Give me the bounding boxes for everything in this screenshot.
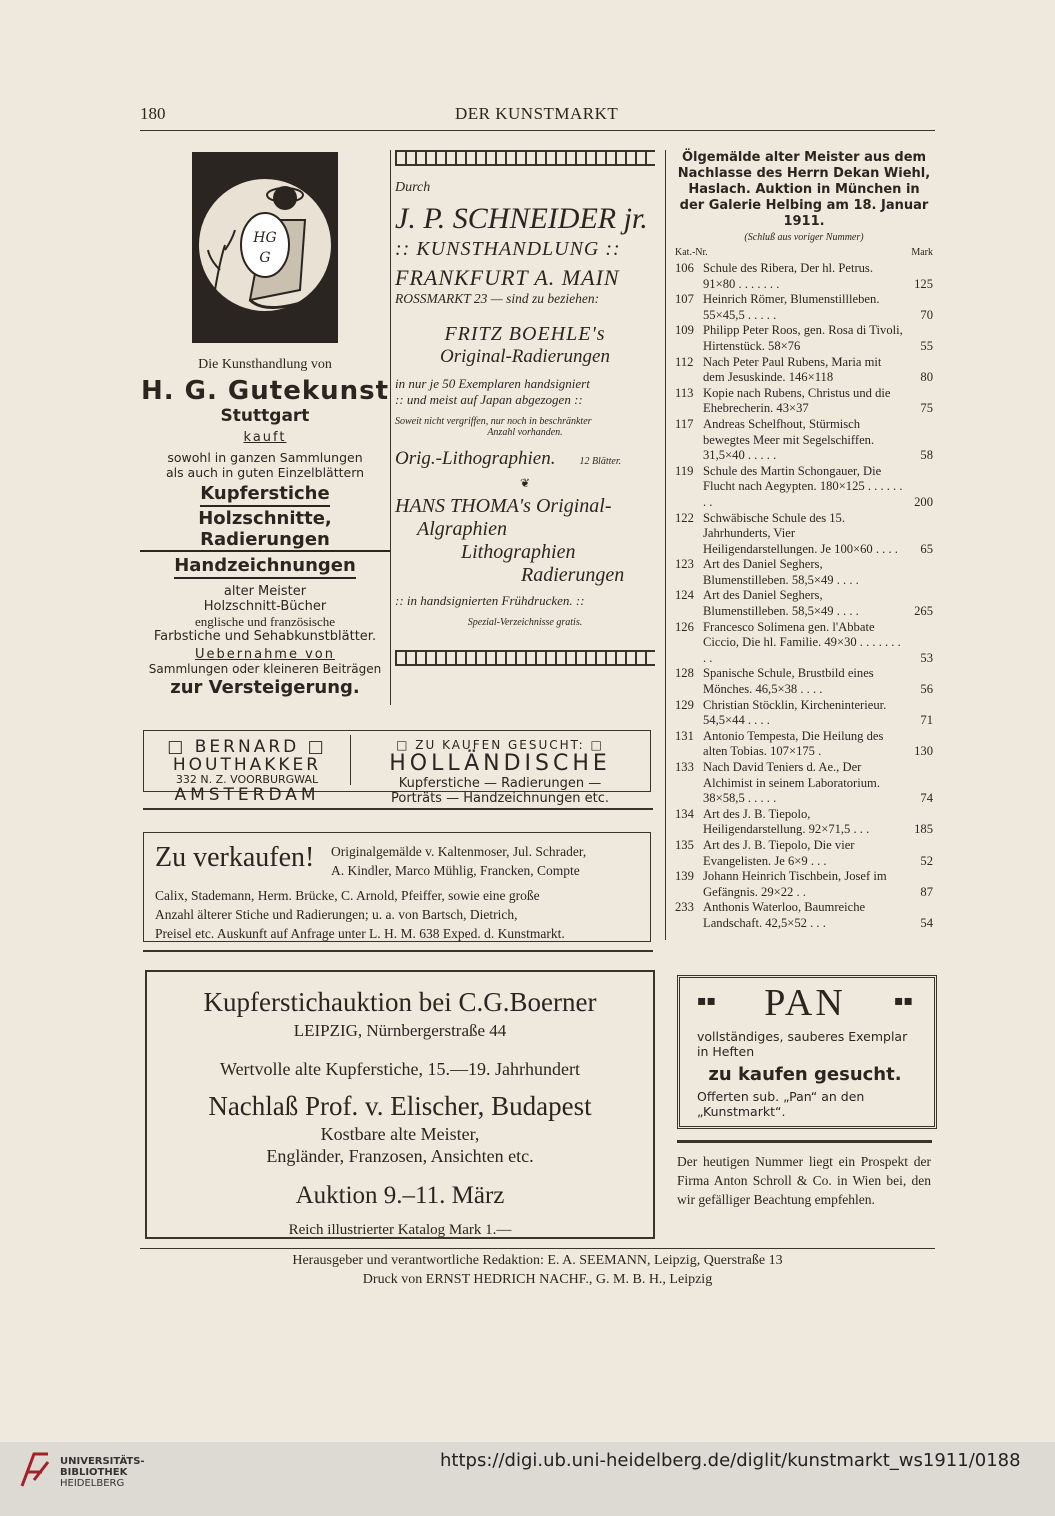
catalog-item-number: 233 xyxy=(675,900,694,915)
schneider-top-ornament xyxy=(395,150,655,166)
catalog-item-text: Andreas Schelfhout, Stürmisch bewegtes Meer mit Segelschiffen. 31,5×40 . . . . . xyxy=(703,416,875,463)
verkaufen-line3: Calix, Stademann, Herm. Brücke, C. Arnold, Pfeiffer, sowie eine große xyxy=(155,888,540,903)
schneider-ornament-icon: ❦ xyxy=(519,476,531,490)
schneider-address: ROSSMARKT 23 — sind zu beziehen: xyxy=(395,291,600,306)
catalog-item-price: 80 xyxy=(920,370,933,385)
catalog-item xyxy=(675,292,933,323)
catalog-item-price: 54 xyxy=(920,915,933,930)
boerner-line3: Engländer, Franzosen, Ansichten etc. xyxy=(266,1146,534,1166)
catalog-item xyxy=(675,900,933,931)
catalog-item xyxy=(675,760,933,807)
catalog-item-text: Philipp Peter Roos, gen. Rosa di Tivoli, Hirtenstück. 58×76 xyxy=(703,323,903,353)
gutekunst-item-holzschnitte: Holzschnitte, Radierungen xyxy=(140,509,390,552)
catalog-item xyxy=(675,464,933,511)
schneider-bottom-ornament xyxy=(395,650,655,666)
boerner-catalog: Reich illustrierter Katalog Mark 1.— xyxy=(288,1222,512,1238)
catalog-item-text: Art des Daniel Seghers, Blumenstilleben. 58,5×49 . . . . xyxy=(703,557,859,587)
header-rule xyxy=(140,130,935,131)
boerner-title: Kupferstichauktion bei C.G.Boerner xyxy=(203,987,597,1017)
running-head: DER KUNSTMARKT xyxy=(455,104,619,123)
gutekunst-item-kupferstiche: Kupferstiche xyxy=(200,484,329,507)
catalog-item-number: 107 xyxy=(675,292,694,307)
catalog-item xyxy=(675,261,933,292)
catalog-item-price: 56 xyxy=(920,682,933,697)
catalog-item-number: 117 xyxy=(675,416,694,431)
catalog-item-number: 123 xyxy=(675,557,694,572)
boerner-date: Auktion 9.–11. März xyxy=(295,1182,505,1209)
viewer-bar xyxy=(0,1442,1055,1516)
library-name-2: BIBLIOTHEK xyxy=(60,1467,128,1478)
schneider-lithographien: Lithographien xyxy=(461,541,576,563)
catalog-item-number: 133 xyxy=(675,760,694,774)
gutekunst-item-meister: alter Meister xyxy=(223,583,307,599)
catalog-item-price: 55 xyxy=(920,338,933,353)
catalog-item-text: Heinrich Römer, Blumenstillleben. 55×45,5 . . . . . xyxy=(703,292,880,322)
pan-ornament-right-icon: ▪▪ xyxy=(894,993,913,1009)
houthakker-address: 332 N. Z. VOORBURGWAL xyxy=(175,773,319,786)
catalog-item-price: 70 xyxy=(920,307,933,322)
catalog-item-text: Schwäbische Schule des 15. Jahrhunderts, Vier Heiligendarstellungen. Je 100×60 . . . . xyxy=(703,510,898,556)
schneider-catalogs: Spezial-Verzeichnisse gratis. xyxy=(467,617,583,628)
pan-wanted: zu kaufen gesucht. xyxy=(708,1064,902,1085)
schneider-artist2: HANS THOMA's Original- xyxy=(395,495,612,517)
schneider-note2b: Anzahl vorhanden. xyxy=(487,427,563,438)
catalog-item xyxy=(675,557,933,588)
gutekunst-takeover: Uebernahme von xyxy=(194,646,335,662)
houthakker-name2: HOUTHAKKER xyxy=(172,755,322,775)
gutekunst-item-handzeichnungen: Handzeichnungen xyxy=(174,556,356,579)
houthakker-city: AMSTERDAM xyxy=(174,785,320,805)
catalog-item-price: 265 xyxy=(914,604,933,619)
catalog-item-price: 87 xyxy=(920,884,933,899)
schneider-note1b: :: und meist auf Japan abgezogen :: xyxy=(395,392,583,407)
schneider-shop: :: KUNSTHANDLUNG :: xyxy=(395,238,621,260)
schneider-artist1-work: Original-Radierungen xyxy=(440,346,610,367)
catalog-item xyxy=(675,869,933,900)
catalog-item-number: 109 xyxy=(675,323,694,338)
catalog-item-price: 53 xyxy=(920,650,933,665)
houthakker-line2: Porträts — Handzeichnungen etc. xyxy=(391,791,609,806)
houthakker-divider xyxy=(350,735,351,785)
schneider-city: FRANKFURT A. MAIN xyxy=(395,265,620,290)
gutekunst-line1: sowohl in ganzen Sammlungen xyxy=(167,450,363,466)
footer-publisher: Herausgeber und verantwortliche Redaktion: E. A. SEEMANN, Leipzig, Querstraße 13 xyxy=(292,1253,783,1268)
catalog-item xyxy=(675,355,933,386)
catalog-item-price: 71 xyxy=(920,713,933,728)
boerner-line2: Kostbare alte Meister, xyxy=(320,1124,480,1144)
schneider-artist1: FRITZ BOEHLE's xyxy=(444,323,606,345)
verkaufen-head: Zu verkaufen! xyxy=(155,842,315,873)
catalog-item-text: Nach Peter Paul Rubens, Maria mit dem Jesuskinde. 146×118 xyxy=(703,354,882,385)
schneider-litho-sheets: 12 Blätter. xyxy=(579,456,622,467)
catalog-item xyxy=(675,323,933,354)
houthakker-left xyxy=(148,738,346,804)
catalog-item xyxy=(675,386,933,417)
catalog-item-number: 122 xyxy=(675,510,694,525)
schneider-ad xyxy=(395,150,655,666)
houthakker-wanted: □ ZU KAUFEN GESUCHT: □ xyxy=(396,738,604,752)
catalog-item xyxy=(675,511,933,558)
catalog-item-number: 134 xyxy=(675,806,694,821)
column-rule-left xyxy=(390,150,391,705)
catalog-item-text: Art des J. B. Tiepolo, Die vier Evangelisten. Je 6×9 . . . xyxy=(703,837,855,868)
catalog-item xyxy=(675,417,933,464)
catalog-item xyxy=(675,666,933,697)
catalog-item-price: 75 xyxy=(920,401,933,416)
gutekunst-ad xyxy=(140,150,390,699)
catalog-item-number: 135 xyxy=(675,837,694,852)
catalog-item-price: 74 xyxy=(920,791,933,806)
catalog-item-text: Anthonis Waterloo, Baumreiche Landschaft. 42,5×52 . . . xyxy=(703,900,866,930)
catalog-item-number: 128 xyxy=(675,666,694,681)
verkaufen-line5: Preisel etc. Auskunft auf Anfrage unter L. H. M. 638 Exped. d. Kunstmarkt. xyxy=(155,926,565,941)
notice-rule xyxy=(677,1140,932,1143)
pan-line2: Offerten sub. „Pan“ an den „Kunstmarkt“. xyxy=(697,1089,865,1119)
page-url-link[interactable]: https://digi.ub.uni-heidelberg.de/diglit/kunstmarkt_ws1911/0188 xyxy=(440,1450,1021,1471)
boerner-line1: Wertvolle alte Kupferstiche, 15.—19. Jahrhundert xyxy=(220,1059,580,1079)
gutekunst-name: H. G. Gutekunst xyxy=(140,376,390,407)
verkaufen-line1: Originalgemälde v. Kaltenmoser, Jul. Schrader, xyxy=(331,844,587,859)
catalog-item-text: Nach David Teniers d. Ae., Der Alchimist in seinem Laboratorium. 38×58,5 . . . . . xyxy=(703,760,880,806)
verkaufen-rule-top xyxy=(143,808,653,810)
verkaufen-rule-bottom xyxy=(143,950,653,952)
houthakker-dutch: HOLLÄNDISCHE xyxy=(389,751,611,776)
catalog-item xyxy=(675,588,933,619)
gutekunst-buys: kauft xyxy=(243,429,287,445)
catalog-item xyxy=(675,620,933,667)
catalog-item-text: Christian Stöcklin, Kircheninterieur. 54,5×44 . . . . xyxy=(703,697,887,728)
boerner-address: LEIPZIG, Nürnbergerstraße 44 xyxy=(293,1021,507,1040)
footer-printer: Druck von ERNST HEDRICH NACHF., G. M. B. H., Leipzig xyxy=(362,1272,713,1287)
schneider-note1a: in nur je 50 Exemplaren handsigniert xyxy=(395,376,590,391)
catalog-item-price: 130 xyxy=(914,744,933,759)
page-number: 180 xyxy=(140,104,166,123)
schneider-radierungen: Radierungen xyxy=(521,564,625,586)
catalog-item-text: Schule des Ribera, Der hl. Petrus. 91×80 . . . . . . . xyxy=(703,261,873,291)
catalog-item-number: 129 xyxy=(675,697,694,712)
pan-title: PAN xyxy=(764,982,846,1024)
svg-text:G: G xyxy=(259,250,271,266)
schneider-litho: Orig.-Lithographien. xyxy=(395,448,556,469)
catalog-item-number: 106 xyxy=(675,261,694,275)
catalog-item-price: 185 xyxy=(914,822,933,837)
catalog-item-number: 131 xyxy=(675,728,694,743)
pan-ornament-left-icon: ▪▪ xyxy=(697,993,716,1009)
catalog-item-text: Spanische Schule, Brustbild eines Mönches. 46,5×38 . . . . xyxy=(703,666,874,697)
gutekunst-collections: Sammlungen oder kleineren Beiträgen xyxy=(148,661,382,676)
catalog-item-number: 124 xyxy=(675,588,694,603)
catalog-list xyxy=(675,261,933,932)
houthakker-line1: Kupferstiche — Radierungen — xyxy=(398,776,602,791)
schneider-early-prints: :: in handsignierten Frühdrucken. :: xyxy=(395,593,585,608)
catalog-item-text: Francesco Solimena gen. l'Abbate Ciccio, Die hl. Familie. 49×30 . . . . . . . . . xyxy=(703,619,901,665)
schneider-note2a: Soweit nicht vergriffen, nur noch in beschränkter xyxy=(395,416,592,427)
catalog-item-number: 113 xyxy=(675,385,694,400)
catalog-title: Ölgemälde alter Meister aus dem Nachlasse des Herrn Dekan Wiehl, Haslach. Auktion in München in der Galerie Helbing am 18. Januar 1911. xyxy=(677,150,931,229)
boerner-estate: Nachlaß Prof. v. Elischer, Budapest xyxy=(208,1091,592,1121)
catalog-item-price: 125 xyxy=(914,276,933,291)
footer-rule xyxy=(140,1248,935,1249)
houthakker-right xyxy=(355,738,645,806)
catalog-item xyxy=(675,698,933,729)
svg-text:HG: HG xyxy=(253,230,277,246)
gutekunst-intro: Die Kunsthandlung von xyxy=(198,357,332,372)
catalog-item-text: Johann Heinrich Tischbein, Josef im Gefängnis. 29×22 . . xyxy=(703,869,887,899)
catalog-item-price: 65 xyxy=(920,541,933,556)
library-name-3: HEIDELBERG xyxy=(60,1478,125,1489)
catalog-subtitle: (Schluß aus voriger Nummer) xyxy=(744,232,864,243)
catalog-item-number: 112 xyxy=(675,354,694,369)
catalog-col-no: Kat.-Nr. xyxy=(675,247,708,258)
catalog-item-text: Art des Daniel Seghers, Blumenstilleben. 58,5×49 . . . . xyxy=(703,588,859,619)
catalog-item-price: 200 xyxy=(914,494,933,509)
catalog-item-text: Kopie nach Rubens, Christus und die Ehebrecherin. 43×37 xyxy=(703,385,891,416)
gutekunst-item-englische: englische und französische xyxy=(194,613,336,629)
pan-content xyxy=(697,982,913,1119)
catalog-item-price: 58 xyxy=(920,448,933,463)
gutekunst-line2: als auch in guten Einzelblättern xyxy=(165,464,365,480)
catalog-item-number: 126 xyxy=(675,619,694,634)
catalog-item-number: 139 xyxy=(675,869,694,884)
schneider-through: Durch xyxy=(395,180,431,195)
catalog-item-text: Art des J. B. Tiepolo, Heiligendarstellung. 92×71,5 . . . xyxy=(703,806,870,837)
houthakker-name1: □ BERNARD □ xyxy=(167,737,327,757)
catalog-item xyxy=(675,838,933,869)
verkaufen-line4: Anzahl älterer Stiche und Radierungen; u. a. von Bartsch, Dietrich, xyxy=(155,907,518,922)
catalog-item-text: Schule des Martin Schongauer, Die Flucht nach Aegypten. 180×125 . . . . . . . . xyxy=(703,463,903,509)
schneider-algraphien: Algraphien xyxy=(417,518,507,540)
catalog-col-price: Mark xyxy=(911,247,933,258)
catalog-item-number: 119 xyxy=(675,463,694,478)
gutekunst-emblem-icon xyxy=(190,150,340,345)
library-name-1: UNIVERSITÄTS- xyxy=(60,1456,145,1467)
gutekunst-item-buecher: Holzschnitt-Bücher xyxy=(203,598,327,614)
verkaufen-line2: A. Kindler, Marco Mühlig, Francken, Compte xyxy=(331,863,580,878)
auction-catalog xyxy=(675,150,933,932)
catalog-item-price: 52 xyxy=(920,853,933,868)
pan-line1: vollständiges, sauberes Exemplar in Heften xyxy=(697,1029,908,1059)
boerner-content xyxy=(150,985,650,1241)
gutekunst-item-farbstiche: Farbstiche und Sehabkunstblätter. xyxy=(153,628,377,644)
verkaufen-content xyxy=(155,840,645,943)
schroll-notice: Der heutigen Nummer liegt ein Prospekt der Firma Anton Schroll & Co. in Wien bei, den wir gefälliger Beachtung empfehlen. xyxy=(677,1154,931,1207)
gutekunst-city: Stuttgart xyxy=(220,405,310,426)
catalog-item-text: Antonio Tempesta, Die Heilung des alten Tobias. 107×175 . xyxy=(703,728,884,759)
column-rule-right xyxy=(665,150,666,940)
catalog-item xyxy=(675,807,933,838)
schneider-name: J. P. SCHNEIDER jr. xyxy=(395,202,648,235)
catalog-item xyxy=(675,729,933,760)
gutekunst-auction: zur Versteigerung. xyxy=(170,677,360,699)
library-logo-icon xyxy=(18,1450,52,1490)
